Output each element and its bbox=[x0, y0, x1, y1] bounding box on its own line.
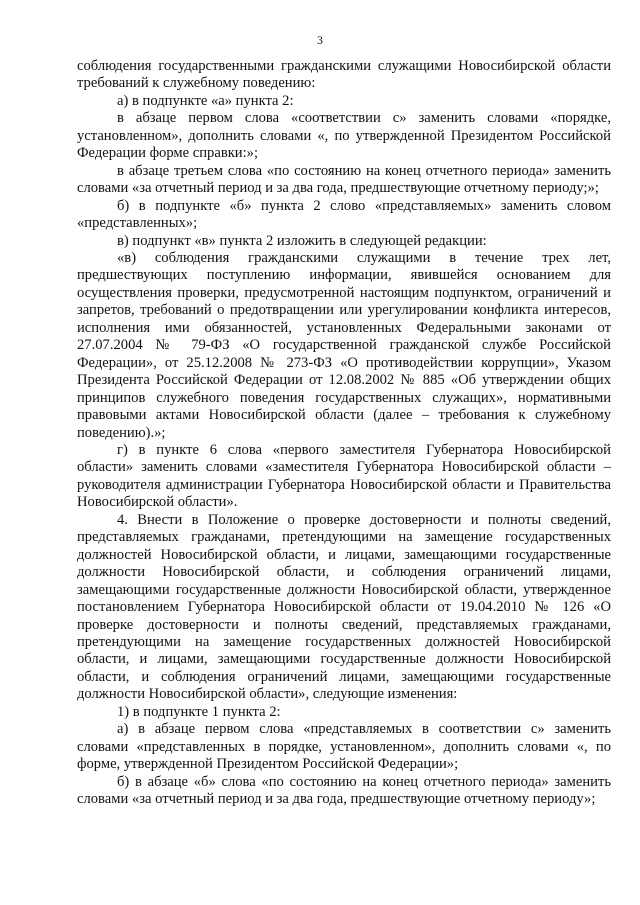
paragraph-new-wording: «в) соблюдения гражданскими служащими в течение трех лет, предшествующих поступлению информации, явившейся основанием для осуществления проверки, предусмотренной настоящим подпунктом, ограничений и запретов, требований о предотвращении или урегулировании конфликта интересов, исполнения ими обязанностей, установленных Федеральными законами от 27.07.2004 № 79-ФЗ «О государственной гражданской службе Российской Федерации», от 25.12.2008 № 273-ФЗ «О противодействии коррупции», Указом Президента Российской Федерации от 12.08.2002 № 885 «Об утверждении общих принципов служебного поведения государственных служащих», нормативными правовыми актами Новосибирской области (далее – требования к служебному поведению).»; bbox=[77, 249, 611, 441]
paragraph-item-v: в) подпункт «в» пункта 2 изложить в следующей редакции: bbox=[117, 232, 487, 249]
paragraph-item-b: б) в подпункте «б» пункта 2 слово «представляемых» заменить словом «представленных»; bbox=[77, 197, 611, 232]
paragraph-section-4: 4. Внести в Положение о проверке достоверности и полноты сведений, представляемых гражданами, претендующими на замещение государственных должностей Новосибирской области, и лицами, замещающими государственные должности Новосибирской области, и соблюдения ограничений лицами, замещающими государственные должности Новосибирской области, утвержденное постановлением Губернатора Новосибирской области от 19.04.2010 № 126 «О проверке достоверности и полноты сведений, представляемых гражданами, претендующими на замещение государственных должностей Новосибирской области, и лицами, замещающими государственные должности Новосибирской области, и соблюдения ограничений лицами, замещающими государственные должности Новосибирской области», следующие изменения: bbox=[77, 511, 611, 703]
paragraph-first-abzac: в абзаце первом слова «соответствии с» заменить словами «порядке, установленном», дополнить словами «, по утвержденной Президентом Российской Федерации форме справки:»; bbox=[77, 110, 611, 162]
document-body bbox=[77, 58, 611, 808]
paragraph-subitem-1: 1) в подпункте 1 пункта 2: bbox=[117, 703, 281, 720]
paragraph-subitem-1-b: б) в абзаце «б» слова «по состоянию на конец отчетного периода» заменить словами «за отчетный период и за два года, предшествующие отчетному периоду»; bbox=[77, 773, 611, 808]
paragraph-subitem-1-a: а) в абзаце первом слова «представляемых в соответствии с» заменить словами «представленных в порядке, установленном», дополнить словами «, по форме, утвержденной Президентом Российской Федерации»; bbox=[77, 721, 611, 773]
paragraph-third-abzac: в абзаце третьем слова «по состоянию на конец отчетного периода» заменить словами «за отчетный период и за два года, предшествующие отчетному периоду;»; bbox=[77, 162, 611, 197]
paragraph-continuation: соблюдения государственными гражданскими служащими Новосибирской области требований к служебному поведению: bbox=[77, 58, 611, 92]
paragraph-item-a: а) в подпункте «а» пункта 2: bbox=[117, 92, 294, 109]
page-number: 3 bbox=[317, 35, 323, 47]
paragraph-item-g: г) в пункте 6 слова «первого заместителя Губернатора Новосибирской области» заменить словами «заместителя Губернатора Новосибирской области – руководителя администрации Губернатора Новосибирской области и Правительства Новосибирской области». bbox=[77, 441, 611, 511]
